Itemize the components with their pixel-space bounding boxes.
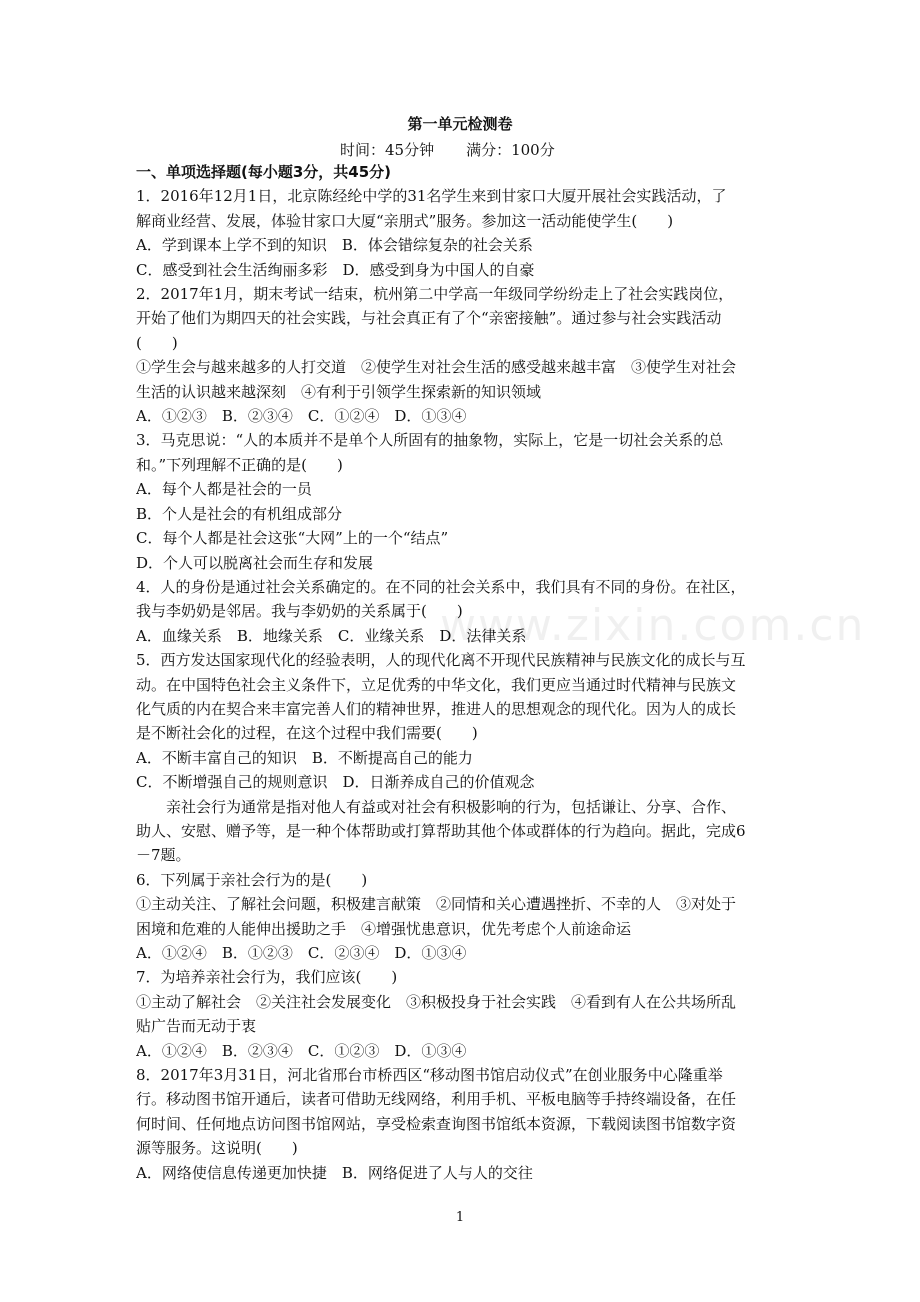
text-line: B．个人是社会的有机组成部分 <box>136 504 343 523</box>
text-line: A．学到课本上学不到的知识 B．体会错综复杂的社会关系 <box>136 236 533 255</box>
text-line: 4．人的身份是通过社会关系确定的。在不同的社会关系中，我们具有不同的身份。在社区， <box>136 577 746 596</box>
section-heading: 一、单项选择题(每小题3分，共45分) <box>136 163 392 181</box>
text-line: A．每个人都是社会的一员 <box>136 480 312 499</box>
text-line: 是不断社会化的过程，在这个过程中我们需要( ) <box>136 724 478 743</box>
text-line: 化气质的内在契合来丰富完善人们的精神世界，推进人的思想观念的现代化。因为人的成长 <box>136 699 737 718</box>
text-line: －7题。 <box>136 846 191 865</box>
text-line: 1．2016年12月1日，北京陈经纶中学的31名学生来到甘家口大厦开展社会实践活动，了 <box>136 187 727 206</box>
text-line: A．血缘关系 B．地缘关系 C．业缘关系 D．法律关系 <box>136 626 527 645</box>
text-line: ①学生会与越来越多的人打交道 ②使学生对社会生活的感受越来越丰富 ③使学生对社会 <box>136 358 737 377</box>
text-line: A．不断丰富自己的知识 B．不断提高自己的能力 <box>136 748 473 767</box>
text-line: 开始了他们为期四天的社会实践，与社会真正有了个“亲密接触”。通过参与社会实践活动 <box>136 309 722 328</box>
full-score: 满分：100分 <box>466 141 555 159</box>
text-line: 8．2017年3月31日，河北省邢台市桥西区“移动图书馆启动仪式”在创业服务中心隆重举 <box>136 1066 723 1085</box>
text-line: 困境和危难的人能伸出援助之手 ④增强忧患意识，优先考虑个人前途命运 <box>136 919 632 938</box>
watermark: www.zixin.com.cn <box>440 600 866 651</box>
text-line: 我与李奶奶是邻居。我与李奶奶的关系属于( ) <box>136 602 463 621</box>
text-line: 何时间、任何地点访问图书馆网站，享受检索查询图书馆纸本资源，下载阅读图书馆数字资 <box>136 1114 737 1133</box>
text-line: D．个人可以脱离社会而生存和发展 <box>136 553 374 572</box>
question-body <box>136 160 786 1185</box>
text-line: 源等服务。这说明( ) <box>136 1139 298 1158</box>
text-line: 5．西方发达国家现代化的经验表明，人的现代化离不开现代民族精神与民族文化的成长与互 <box>136 651 746 670</box>
text-line: C．不断增强自己的规则意识 D．日渐养成自己的价值观念 <box>136 773 535 792</box>
time-limit: 时间：45分钟 <box>340 141 435 159</box>
text-line: C．感受到社会生活绚丽多彩 D．感受到身为中国人的自豪 <box>136 260 535 279</box>
text-line: ①主动了解社会 ②关注社会发展变化 ③积极投身于社会实践 ④看到有人在公共场所乱 <box>136 992 737 1011</box>
text-line: 助人、安慰、赠予等，是一种个体帮助或打算帮助其他个体或群体的行为趋向。据此，完成6 <box>136 821 746 840</box>
text-line: A．①②③ B．②③④ C．①②④ D．①③④ <box>136 407 467 426</box>
text-line: 3．马克思说：“人的本质并不是单个人所固有的抽象物，实际上，它是一切社会关系的总 <box>136 431 724 450</box>
text-line: 和。”下列理解不正确的是( ) <box>136 455 343 474</box>
page-title: 第一单元检测卷 <box>407 115 513 133</box>
text-line: 贴广告而无动于衷 <box>136 1017 257 1036</box>
text-line: 7．为培养亲社会行为，我们应该( ) <box>136 968 398 987</box>
page-number: 1 <box>455 1210 465 1225</box>
text-line: A．网络使信息传递更加快捷 B．网络促进了人与人的交往 <box>136 1163 533 1182</box>
exam-info <box>340 139 555 160</box>
text-line: 6．下列属于亲社会行为的是( ) <box>136 870 368 889</box>
text-line: A．①②④ B．②③④ C．①②③ D．①③④ <box>136 1041 467 1060</box>
text-line: 动。在中国特色社会主义条件下，立足优秀的中华文化，我们更应当通过时代精神与民族文 <box>136 675 737 694</box>
text-line: C．每个人都是社会这张“大网”上的一个“结点” <box>136 529 449 548</box>
text-line: 行。移动图书馆开通后，读者可借助无线网络，利用手机、平板电脑等手持终端设备，在任 <box>136 1090 737 1109</box>
text-line: ( ) <box>136 333 178 352</box>
text-line: 生活的认识越来越深刻 ④有利于引领学生探索新的知识领域 <box>136 382 542 401</box>
text-line: 2．2017年1月，期末考试一结束，杭州第二中学高一年级同学纷纷走上了社会实践岗位， <box>136 285 734 304</box>
text-line: A．①②④ B．①②③ C．②③④ D．①③④ <box>136 944 467 962</box>
text-line: 解商业经营、发展，体验甘家口大厦“亲朋式”服务。参加这一活动能使学生( ) <box>136 211 674 230</box>
text-line: ①主动关注、了解社会问题，积极建言献策 ②同情和关心遭遇挫折、不幸的人 ③对处于 <box>136 895 737 914</box>
text-line: 亲社会行为通常是指对他人有益或对社会有积极影响的行为，包括谦让、分享、合作、 <box>166 797 737 816</box>
